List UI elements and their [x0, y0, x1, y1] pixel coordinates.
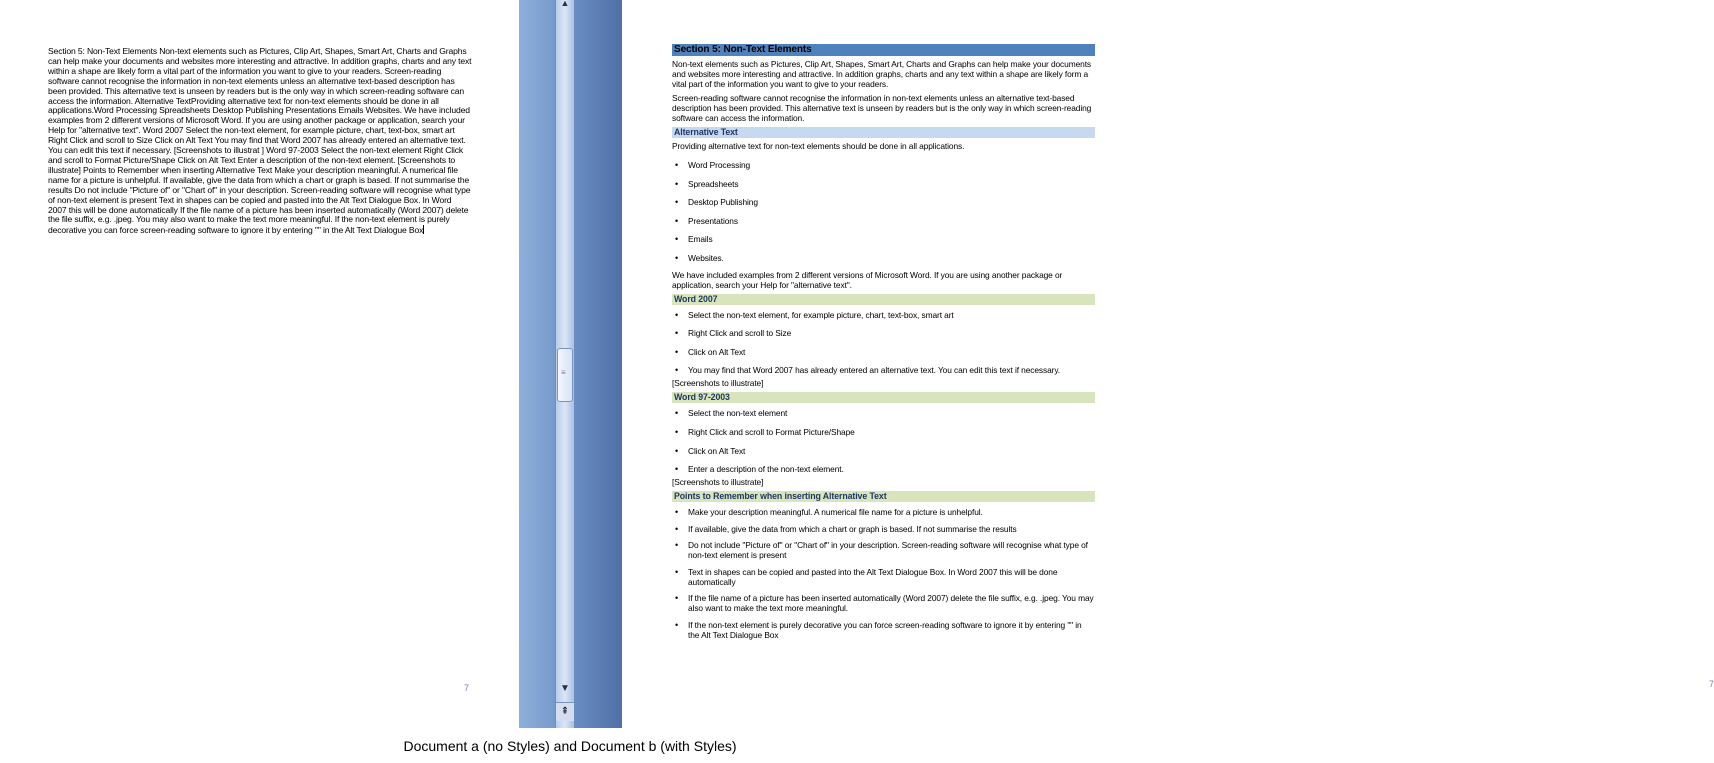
list-item: • Right Click and scroll to Format Picture/Shape: [672, 427, 1095, 437]
list-item: • Desktop Publishing: [672, 197, 1095, 207]
document-a-body-text[interactable]: Section 5: Non-Text Elements Non-text elements such as Pictures, Clip Art, Shapes, Smart Art, Charts and Graphs can help make your documents and websites more interesting and attractive. In addition graphs, charts and any text within a shape are likely form a vital part of the information you want to give to your readers. Screen-reading software cannot recognise the information in non-text elements unless an alternative text-based description has been provided. This alternative text is unseen by readers but is the only way in which screen-reading software can access the information. Alternative TextProviding alternative text for non-text elements should be done in all applications.Word Processing Spreadsheets Desktop Publishing Presentations Emails Websites. We have included examples from 2 different versions of Microsoft Word. If you are using another package or application, search your Help for "alternative text". Word 2007 Select the non-text element, for example picture, chart, text-box, smart art Right Click and scroll to Size Click on Alt Text You may find that Word 2007 has already entered an alternative text. You can edit this text if necessary. [Screenshots to illustrat ] Word 97-2003 Select the non-text element Right Click and scroll to Format Picture/Shape Click on Alt Text Enter a description of the non-text element. [Screenshots to illustrate] Points to Remember when inserting Alternative Text Make your description meaningful. A numerical file name for a picture is unhelpful. If available, give the data from which a chart or graph is based. If not summarise the results Do not include "Picture of" or "Chart of" in your description. Screen-reading software will recognise what type of non-text element is present Text in shapes can be copied and pasted into the Alt Text Dialogue Box. In Word 2007 this will be done automatically If the file name of a picture has been inserted automatically (Word 2007) delete the file suffix, e.g. .jpeg. You may also want to make the text more meaningful. If the non-text element is purely decorative you can force screen-reading software to ignore it by entering "" in the Alt Text Dialogue Box: [48, 46, 472, 236]
list-item: • Select the non-text element: [672, 408, 1095, 418]
document-a-page[interactable]: [0, 0, 519, 728]
screenshots-placeholder: [Screenshots to illustrate]: [672, 477, 764, 488]
list-item: • You may find that Word 2007 has already entered an alternative text. You can edit this text if necessary.: [672, 365, 1095, 375]
scroll-down-icon[interactable]: ▼: [560, 683, 570, 694]
list-item: • Click on Alt Text: [672, 446, 1095, 456]
list-item: • Text in shapes can be copied and pasted into the Alt Text Dialogue Box. In Word 2007 this will be done automatically: [672, 567, 1095, 587]
page-number: 7: [464, 683, 470, 693]
list-item: • Websites.: [672, 253, 1095, 263]
applications-list: [672, 160, 1095, 263]
browse-previous-page-icon[interactable]: ⇞: [556, 702, 574, 721]
heading-word-97-2003: Word 97-2003: [672, 392, 1095, 403]
text-cursor: [423, 225, 424, 234]
list-item: • Presentations: [672, 216, 1095, 226]
list-item: • Right Click and scroll to Size: [672, 328, 1095, 338]
points-list: [672, 507, 1095, 640]
list-item: • Enter a description of the non-text element.: [672, 464, 1095, 474]
heading-word-2007: Word 2007: [672, 294, 1095, 305]
intro-paragraph-1: Non-text elements such as Pictures, Clip Art, Shapes, Smart Art, Charts and Graphs can help make your documents and websites more interesting and attractive. In addition graphs, charts and any text within a shape are likely form a vital part of the information you want to give to your readers.: [672, 59, 1092, 89]
list-item: • Select the non-text element, for example picture, chart, text-box, smart art: [672, 310, 1095, 320]
scroll-thumb[interactable]: [557, 348, 573, 402]
list-item: • Spreadsheets: [672, 179, 1095, 189]
list-item: • If the file name of a picture has been inserted automatically (Word 2007) delete the file suffix, e.g. .jpeg. You may also want to make the text more meaningful.: [672, 593, 1095, 613]
screenshots-placeholder: [Screenshots to illustrate]: [672, 378, 764, 389]
intro-paragraph-2: Screen-reading software cannot recognise the information in non-text elements unless an alternative text-based description has been provided. This alternative text is unseen by readers but is the only way in which screen-reading software can access the information.: [672, 93, 1092, 123]
list-item: • Make your description meaningful. A numerical file name for a picture is unhelpful.: [672, 507, 1095, 517]
list-item: • Click on Alt Text: [672, 347, 1095, 357]
page-number: 7: [1709, 679, 1714, 689]
vertical-scrollbar[interactable]: [555, 0, 575, 728]
document-b-page[interactable]: [622, 0, 1714, 728]
grip-icon: ≡: [561, 368, 566, 377]
list-item: • If the non-text element is purely decorative you can force screen-reading software to ignore it by entering "" in the Alt Text Dialogue Box: [672, 620, 1095, 640]
document-b-body[interactable]: [672, 44, 1095, 646]
heading-points-to-remember: Points to Remember when inserting Alternative Text: [672, 491, 1095, 502]
heading-alternative-text: Alternative Text: [672, 127, 1095, 138]
figure-caption: Document a (no Styles) and Document b (with Styles): [403, 738, 737, 754]
word-97-2003-steps: [672, 408, 1095, 474]
list-item: • Emails: [672, 234, 1095, 244]
list-item: • Word Processing: [672, 160, 1095, 170]
list-item: • If available, give the data from which a chart or graph is based. If not summarise the results: [672, 524, 1095, 534]
word-2007-steps: [672, 310, 1095, 376]
scroll-up-icon[interactable]: ▲: [560, 0, 570, 8]
alt-text-paragraph: Providing alternative text for non-text elements should be done in all applications.: [672, 141, 965, 151]
versions-paragraph: We have included examples from 2 different versions of Microsoft Word. If you are using another package or application, search your Help for "alternative text".: [672, 269, 1063, 290]
heading-section-5: Section 5: Non-Text Elements: [672, 44, 1095, 56]
list-item: • Do not include "Picture of" or "Chart of" in your description. Screen-reading software will recognise what type of non-text element is present: [672, 540, 1095, 560]
